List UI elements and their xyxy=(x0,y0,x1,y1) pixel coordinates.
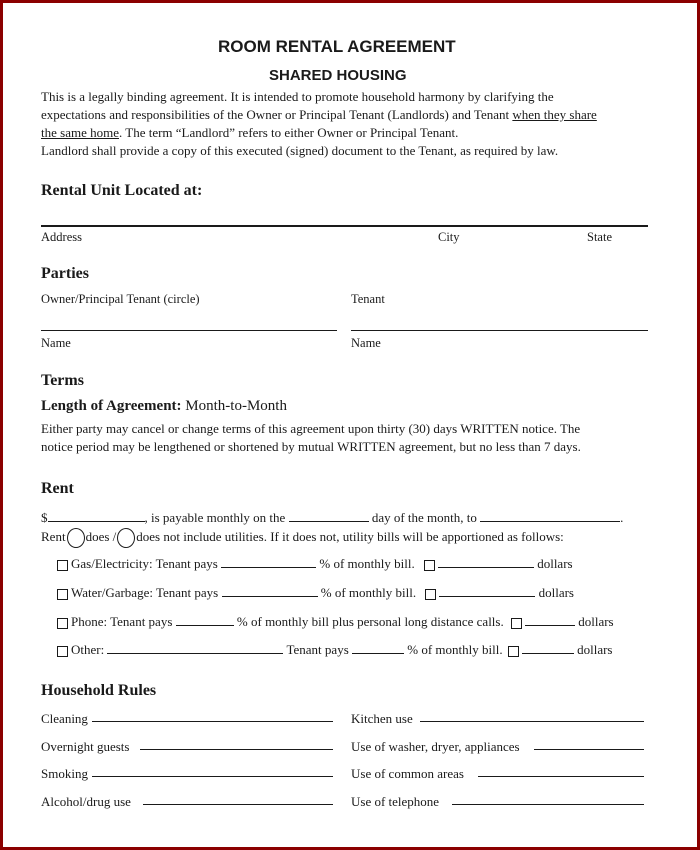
intro-line-4: Landlord shall provide a copy of this executed (signed) document to the Tenant, as required by law. xyxy=(41,143,559,158)
household-rules-heading: Household Rules xyxy=(41,682,157,699)
utility-dollars-field[interactable] xyxy=(525,624,575,626)
utility-unit: dollars xyxy=(537,556,573,571)
utility-pct-label: % of monthly bill. xyxy=(320,585,417,600)
rent-line-2-b: does / xyxy=(85,528,117,544)
intro-line-2-underlined: when they share xyxy=(512,107,597,122)
rule-label-left: Alcohol/drug use xyxy=(41,794,131,809)
intro-line-2-text: expectations and responsibilities of the Owner or Principal Tenant (Landlords) and Tenant xyxy=(41,107,510,122)
rule-label-left: Smoking xyxy=(41,766,88,781)
utility-pct-field[interactable] xyxy=(221,566,316,568)
rule-line-right[interactable] xyxy=(534,749,644,750)
document-title: ROOM RENTAL AGREEMENT xyxy=(218,37,456,56)
rule-line-right[interactable] xyxy=(478,776,644,777)
rule-line-left[interactable] xyxy=(143,804,333,805)
utility-dollars-checkbox[interactable] xyxy=(424,560,435,571)
does-include-option[interactable] xyxy=(67,528,85,548)
utility-unit: dollars xyxy=(578,614,614,629)
phone-checkbox[interactable] xyxy=(57,618,68,629)
rent-line-1 xyxy=(41,510,623,526)
other-description-field[interactable] xyxy=(107,652,283,654)
utility-label: Gas/Electricity: Tenant pays xyxy=(71,556,218,571)
utility-pct-label: % of monthly bill. xyxy=(319,556,415,571)
gas-electricity-checkbox[interactable] xyxy=(57,560,68,571)
utility-dollars-checkbox[interactable] xyxy=(508,646,519,657)
intro-line-3-underlined: the same home xyxy=(41,125,119,140)
rental-unit-heading: Rental Unit Located at: xyxy=(41,182,203,199)
length-of-agreement xyxy=(41,398,287,415)
rent-line-1-b: day of the month, to xyxy=(371,510,477,525)
utility-dollars-field[interactable] xyxy=(438,566,534,568)
rule-line-left[interactable] xyxy=(140,749,333,750)
length-value: Month-to-Month xyxy=(185,398,287,414)
document-subtitle: SHARED HOUSING xyxy=(269,67,407,84)
rule-line-right[interactable] xyxy=(420,721,644,722)
rent-payee-field[interactable] xyxy=(480,520,620,522)
rent-line-1-c: . xyxy=(620,510,624,525)
utility-unit: dollars xyxy=(538,585,574,600)
rent-line-1-a: , is payable monthly on the xyxy=(144,510,286,525)
does-not-include-option[interactable] xyxy=(117,528,135,548)
length-label: Length of Agreement: xyxy=(41,398,182,414)
state-label: State xyxy=(587,230,612,244)
address-line[interactable] xyxy=(41,225,648,227)
utility-label: Other: xyxy=(71,642,105,657)
owner-name-label: Name xyxy=(41,336,71,350)
utility-label: Water/Garbage: Tenant pays xyxy=(71,585,219,600)
tenant-name-label: Name xyxy=(351,336,381,350)
utility-row xyxy=(57,642,612,658)
rule-label-right: Use of washer, dryer, appliances xyxy=(351,739,520,754)
rule-label-right: Use of telephone xyxy=(351,794,440,809)
rule-label-right: Kitchen use xyxy=(351,711,413,726)
utility-pct-field[interactable] xyxy=(176,624,234,626)
intro-line-3-text: . The term “Landlord” refers to either Owner or Principal Tenant. xyxy=(118,125,459,140)
intro-line-2 xyxy=(41,107,597,123)
rule-label-left: Cleaning xyxy=(41,711,88,726)
terms-text-1: Either party may cancel or change terms of this agreement upon thirty (30) days WRITTEN notice. The xyxy=(41,421,581,436)
rent-line-2 xyxy=(41,528,564,548)
rent-line-2-a: Rent xyxy=(41,528,66,544)
owner-label: Owner/Principal Tenant (circle) xyxy=(41,292,200,306)
utility-dollars-checkbox[interactable] xyxy=(425,589,436,600)
rent-heading: Rent xyxy=(41,480,74,497)
utility-pct-field[interactable] xyxy=(222,595,318,597)
intro-line-3 xyxy=(41,125,458,141)
utility-dollars-checkbox[interactable] xyxy=(511,618,522,629)
utility-label: Phone: Tenant pays xyxy=(71,614,173,629)
rule-label-right: Use of common areas xyxy=(351,766,464,781)
rule-line-left[interactable] xyxy=(92,776,333,777)
rent-amount-field[interactable] xyxy=(48,520,145,522)
owner-name-line[interactable] xyxy=(41,330,337,331)
parties-heading: Parties xyxy=(41,265,89,282)
rent-line-2-c: does not include utilities. If it does not, utility bills will be apportioned as follows: xyxy=(136,528,564,544)
utility-pct-field[interactable] xyxy=(352,652,404,654)
utility-dollars-field[interactable] xyxy=(439,595,535,597)
rule-line-left[interactable] xyxy=(92,721,333,722)
tenant-name-line[interactable] xyxy=(351,330,648,331)
rent-day-field[interactable] xyxy=(289,520,369,522)
other-checkbox[interactable] xyxy=(57,646,68,657)
utility-dollars-field[interactable] xyxy=(522,652,574,654)
tenant-label: Tenant xyxy=(351,292,385,306)
city-label: City xyxy=(438,230,460,244)
dollar-sign: $ xyxy=(41,510,48,525)
terms-heading: Terms xyxy=(41,372,84,389)
water-garbage-checkbox[interactable] xyxy=(57,589,68,600)
terms-text-2: notice period may be lengthened or shortened by mutual WRITTEN agreement, but no less than 7 days. xyxy=(41,439,581,454)
rule-label-left: Overnight guests xyxy=(41,739,130,754)
utility-row xyxy=(57,556,573,572)
rule-line-right[interactable] xyxy=(452,804,644,805)
address-label: Address xyxy=(41,230,82,244)
utility-row xyxy=(57,585,574,601)
utility-row xyxy=(57,614,614,630)
utility-pct-label: % of monthly bill plus personal long distance calls. xyxy=(236,614,504,629)
utility-unit: dollars xyxy=(577,642,613,657)
intro-line-1: This is a legally binding agreement. It is intended to promote household harmony by clarifying the xyxy=(41,89,554,104)
utility-pct-label: % of monthly bill. xyxy=(407,642,503,657)
utility-mid-label: Tenant pays xyxy=(286,642,349,657)
